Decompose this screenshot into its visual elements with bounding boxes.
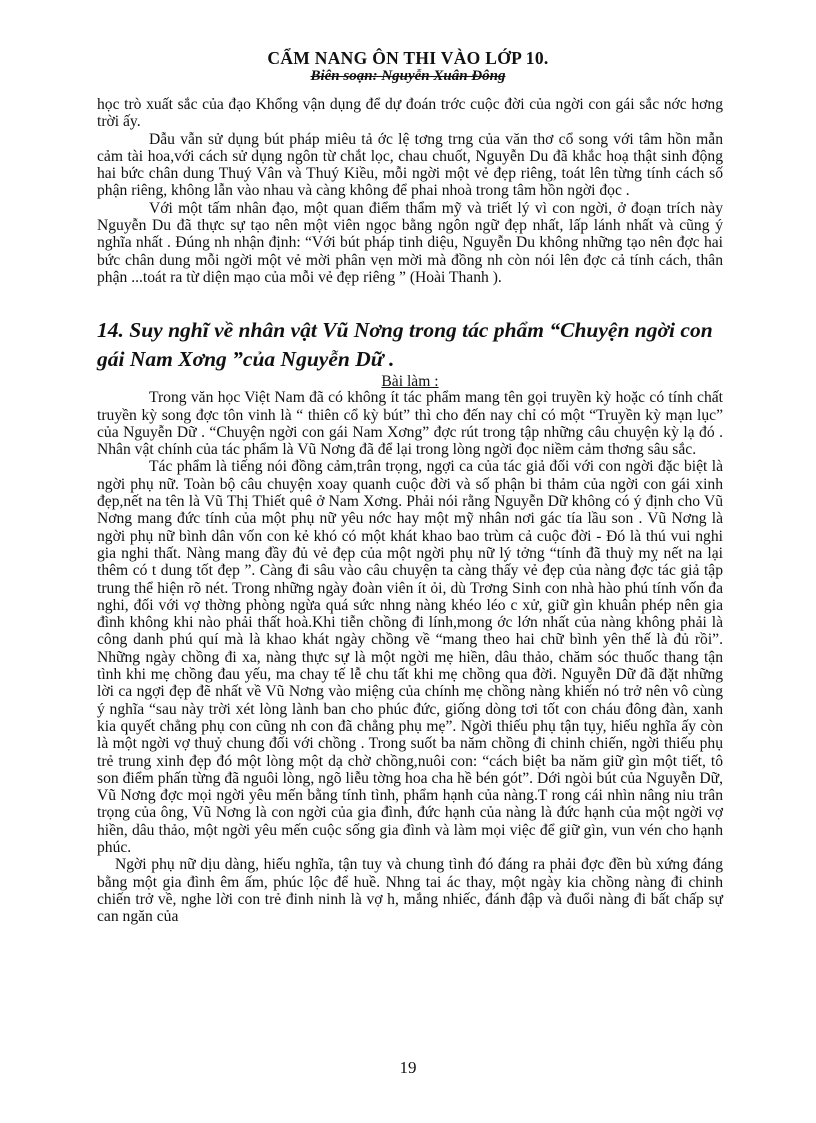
- page-header-title: CẨM NANG ÔN THI VÀO LỚP 10.: [267, 48, 549, 68]
- page-header-author: Biên soạn: Nguyễn Xuân Đông: [310, 68, 506, 84]
- section-heading: 14. Suy nghĩ về nhân vật Vũ Nơng trong tác phẩm “Chuyện ngời con gái Nam Xơng ”của Nguyễn Dữ .: [97, 318, 713, 372]
- intro-paragraph-continuation: học trò xuất sắc của đạo Khổng vận dụng để dự đoán trớc cuộc đời của ngời con gái sắc nớc hơng trời ấy.: [97, 96, 723, 131]
- document-body: [97, 96, 723, 925]
- essay-paragraph: Trong văn học Việt Nam đã có không ít tác phẩm mang tên gọi truyền kỳ hoặc có tính chất truyền kỳ song đợc tôn vinh là “ thiên cổ kỳ bút” thì cho đến nay chỉ có một “Truyền kỳ mạn lục” của Nguyễn Dữ . “Chuyện ngời con gái Nam Xơng” đợc rút trong tập những câu chuyện kỳ lạ đó . Nhân vật chính của tác phẩm là Vũ Nơng đã để lại trong lòng ngời đọc niềm cảm thơng sâu sắc.: [97, 389, 723, 459]
- essay-paragraph: Ngời phụ nữ dịu dàng, hiếu nghĩa, tận tuy và chung tình đó đáng ra phải đợc đền bù xứng đáng bằng một gia đình êm ấm, phúc lộc để huề. Nhng tai ác thay, một ngày kia chồng nàng đi chinh chiến trở về, nghe lời con trẻ đinh ninh là vợ h, mắng nhiếc, đánh đập và đuổi nàng đi bất chấp sự can ngăn của: [97, 856, 723, 926]
- intro-paragraph: Với một tấm nhân đạo, một quan điểm thẩm mỹ và triết lý vì con ngời, ở đoạn trích này Nguyễn Du đã thực sự tạo nên một viên ngọc bằng ngôn ngữ đẹp nhất, lấp lánh nhất và cũng ý nghĩa nhất . Đúng nh nhận định: “Với bút pháp tinh diệu, Nguyễn Du không những tạo nên đợc hai bức chân dung mỗi ngời một vẻ mời phân vẹn mời mà đồng nh còn nói lên đợc cả tính cách, thân phận ...toát ra từ diện mạo của mỗi vẻ đẹp riêng ” (Hoài Thanh ).: [97, 199, 723, 286]
- section-subheading: Bài làm :: [381, 373, 439, 391]
- intro-paragraph: Dẫu vẫn sử dụng bút pháp miêu tả ớc lệ tơng trng của văn thơ cổ song với tâm hồn mẫn cảm tài hoa,với cách sử dụng ngôn từ chắt lọc, chau chuốt, Nguyễn Du đã khắc hoạ thật sinh động hai bức chân dung Thuý Vân và Thuý Kiều, mỗi ngời một vẻ đẹp riêng, toát lên từng tính cách số phận riêng, không lẫn vào nhau và càng không để phai nhoà trong tâm hồn ngời đọc .: [97, 130, 723, 200]
- page-number: 19: [399, 1058, 417, 1077]
- essay-paragraph: Tác phẩm là tiếng nói đồng cảm,trân trọng, ngợi ca của tác giả đối với con ngời đặc biệt là ngời phụ nữ. Toàn bộ câu chuyện xoay quanh cuộc đời và số phận bi thảm của ngời con gái xinh đẹp,nết na tên là Vũ Thị Thiết quê ở Nam Xơng. Phải nói rằng Nguyễn Dữ không có ý định cho Vũ Nơng mang đức tính của một phụ nữ yêu nớc hay một mỹ nhân nơi gác tía lầu son . Vũ Nơng là ngời phụ nữ bình dân vốn con kẻ khó có một khát khao bao trùm cả cuộc đời - Đó là thú vui nghi gia nghi thất. Nàng mang đầy đủ vẻ đẹp của một ngời phụ nữ lý tởng “tính đã thuỳ mỵ nết na lại thêm có t dung tốt đẹp ”. Càng đi sâu vào câu chuyện ta càng thấy vẻ đẹp của nàng đợc tác giả tập trung thể hiện rõ nét. Trong những ngày đoàn viên ít ỏi, dù Trơng Sinh con nhà hào phú tính vốn đa nghi, đối với vợ thờng phòng ngừa quá sức nhng nàng khéo léo c xử, giữ gìn khuân phép nên gia đình không khi nào phải thất hoà.Khi tiễn chồng đi lính,mong ớc lớn nhất của nàng không phải là công danh phú quí mà là khao khát ngày chồng về “mang theo hai chữ bình yên thế là đủ rồi”. Những ngày chồng đi xa, nàng thực sự là một ngời mẹ hiền, dâu thảo, chăm sóc thuốc thang tận tình khi mẹ chồng đau yếu, ma chay tế lễ chu tất khi mẹ chồng qua đời. Nguyễn Dữ đã đặt những lời ca ngợi đẹp đẽ nhất về Vũ Nơng vào miệng của chính mẹ chồng nàng khiến nó trở nên vô cùng ý nghĩa “sau này trời xét lòng lành ban cho phúc đức, giống dòng tơi tốt con cháu đông đàn, xanh kia quyết chẳng phụ con cũng nh con đã chẳng phụ mẹ”. Ngời thiếu phụ tận tụy, hiếu nghĩa ấy còn là một ngời vợ thuỷ chung đối với chồng . Trong suốt ba năm chồng đi chinh chiến, ngời thiếu phụ trẻ trung xinh đẹp đó một lòng một dạ chờ chồng,nuôi con: “cách biệt ba năm giữ gìn một tiết, tô son điểm phấn từng đã nguôi lòng, ngõ liễu tờng hoa cha hề bén gót”. Dới ngòi bút của Nguyễn Dữ, Vũ Nơng đợc mọi ngời yêu mến bằng tính tình, phẩm hạnh của nàng.T rong cái nhìn nâng niu trân trọng của ông, Vũ Nơng là con ngời của gia đình, đức hạnh của nàng là đức hạnh của một ngời vợ hiền, dâu thảo, một ngời yêu mến cuộc sống gia đình và làm mọi việc để giữ gìn, vun vén cho hạnh phúc.: [97, 458, 723, 856]
